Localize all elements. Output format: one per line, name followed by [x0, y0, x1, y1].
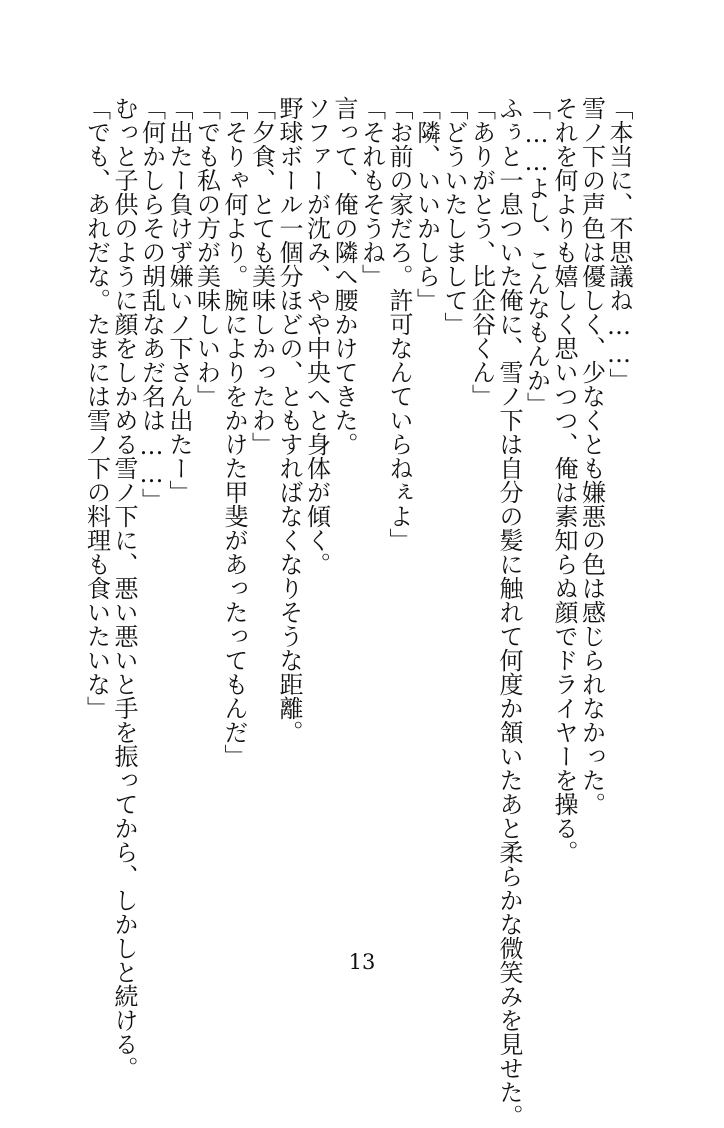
text-line: ソファーが沈み、やや中央へと身体が傾く。 [302, 96, 331, 576]
text-line: 雪ノ下の声色は優しく、少なくとも嫌悪の色は感じられなかった。 [577, 96, 606, 816]
text-line: 「……よし、こんなもんか」 [522, 96, 551, 416]
page-number: 13 [348, 950, 376, 974]
text-line: 「お前の家だろ。許可なんていらねぇよ」 [385, 96, 413, 552]
text-line: 「本当に、不思議ね……」 [605, 96, 633, 392]
text-line: 「そりゃ何より。腕によりをかけた甲斐があったってもんだ」 [220, 96, 248, 768]
text-line: 野球ボール一個分ほどの、ともすればなくなりそうな距離。 [275, 96, 303, 744]
text-line: それを何よりも嬉しく思いつつ、俺は素知らぬ顔でドライヤーを操る。 [550, 96, 578, 864]
text-line: むっと子供のように顔をしかめる雪ノ下に、悪い悪いと手を振ってから、しかしと続ける。 [110, 96, 138, 1080]
text-line: 「でも私の方が美味しいわ」 [192, 96, 221, 408]
text-line: 「隣、いいかしら」 [412, 96, 441, 312]
text-line: 「それもそうね」 [357, 96, 386, 288]
text-line: 「出たー負けず嫌いノ下さん出たー」 [165, 96, 193, 504]
text-line: 言って、俺の隣へ腰かけてきた。 [330, 96, 358, 456]
text-line: 「ありがとう、比企谷くん」 [467, 96, 496, 408]
text-line: 「どういたしまして」 [440, 96, 468, 336]
text-line: ふぅと一息ついた俺に、雪ノ下は自分の髪に触れて何度か頷いたあと柔らかな微笑みを見せた。 [495, 96, 523, 1128]
text-line: 「何かしらその胡乱なあだ名は……」 [137, 96, 166, 512]
text-line: 「夕食、とても美味しかったわ」 [247, 96, 276, 456]
text-line: 「でも、あれだな。たまには雪ノ下の料理も食いたいな」 [82, 96, 111, 720]
